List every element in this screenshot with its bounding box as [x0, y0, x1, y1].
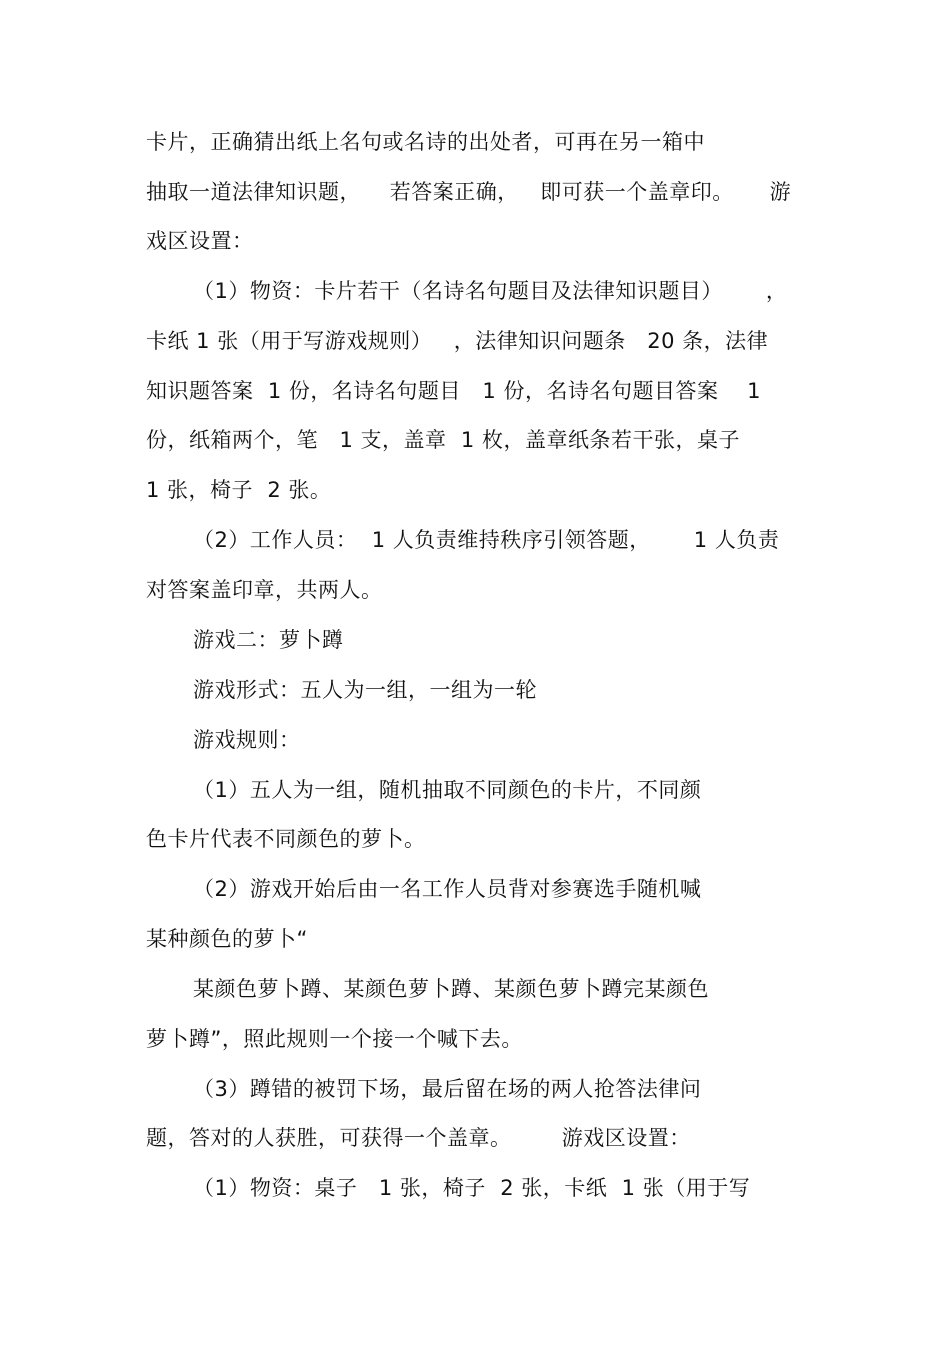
text-line: 色卡片代表不同颜色的萝卜。 [146, 827, 426, 851]
text-line: 1 张，椅子 2 张。 [146, 478, 332, 502]
text-line: （1）物资：卡片若干（名诗名句题目及法律知识题目） ， [193, 279, 788, 303]
text-line: 对答案盖印章，共两人。 [146, 578, 383, 602]
text-line: （1）五人为一组，随机抽取不同颜色的卡片，不同颜 [193, 778, 702, 802]
text-line: 萝卜蹲”，照此规则一个接一个喊下去。 [146, 1027, 523, 1051]
text-line: 游戏形式：五人为一组，一组为一轮 [193, 678, 537, 702]
text-line: 戏区设置： [146, 229, 254, 253]
text-line: 份，纸箱两个，笔 1 支，盖章 1 枚，盖章纸条若干张，桌子 [146, 428, 740, 452]
text-line: （2）工作人员： 1 人负责维持秩序引领答题， 1 人负责 [193, 528, 780, 552]
text-line: （3）蹲错的被罚下场，最后留在场的两人抢答法律问 [193, 1077, 702, 1101]
text-line: 卡片，正确猜出纸上名句或名诗的出处者，可再在另一箱中 [146, 130, 705, 154]
section-heading: 游戏二：萝卜蹲 [193, 628, 344, 652]
text-line: 卡纸 1 张（用于写游戏规则） ，法律知识问题条 20 条，法律 [146, 329, 769, 353]
text-line: 知识题答案 1 份，名诗名句题目 1 份，名诗名句题目答案 1 [146, 379, 762, 403]
text-line: （2）游戏开始后由一名工作人员背对参赛选手随机喊 [193, 877, 702, 901]
text-line: 抽取一道法律知识题， 若答案正确， 即可获一个盖章印。 游 [146, 180, 792, 204]
text-line: 某颜色萝卜蹲、某颜色萝卜蹲、某颜色萝卜蹲完某颜色 [193, 977, 709, 1001]
text-line: 游戏规则： [193, 728, 301, 752]
text-line: 某种颜色的萝卜“ [146, 927, 308, 951]
text-line: （1）物资：桌子 1 张，椅子 2 张，卡纸 1 张（用于写 [193, 1176, 751, 1200]
text-line: 题，答对的人获胜，可获得一个盖章。 游戏区设置： [146, 1126, 691, 1150]
